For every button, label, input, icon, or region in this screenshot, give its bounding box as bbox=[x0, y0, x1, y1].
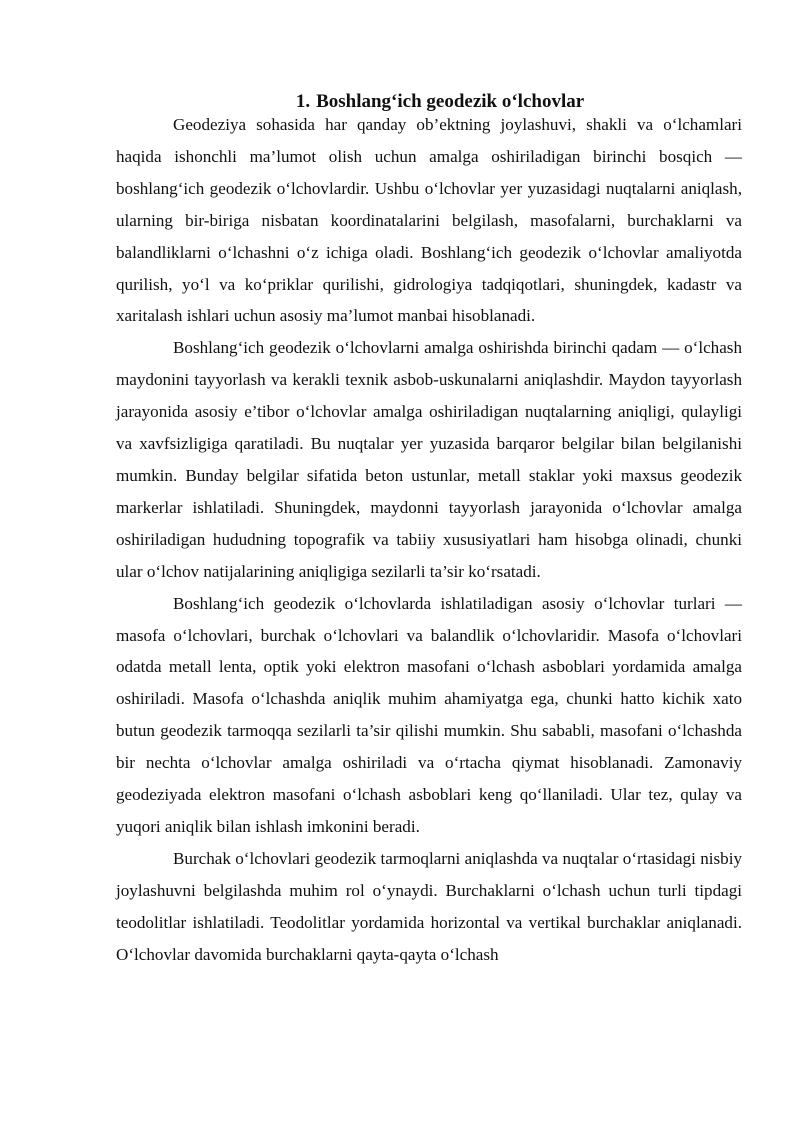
section-number: 1. bbox=[295, 90, 311, 112]
paragraph-2: Boshlang‘ich geodezik o‘lchovlarni amalga oshirishda birinchi qadam — o‘lchash maydonini tayyorlash va kerakli texnik asbob-uskunalarni aniqlashdir. Maydon tayyorlash jarayonida asosiy e’tibor o‘lchovlar amalga oshiriladigan nuqtalarning aniqligi, qulayligi va xavfsizligiga qaratiladi. Bu nuqtalar yer yuzasida barqaror belgilar bilan belgilanishi mumkin. Bunday belgilar sifatida beton ustunlar, metall staklar yoki maxsus geodezik markerlar ishlatiladi. Shuningdek, maydonni tayyorlash jarayonida o‘lchovlar amalga oshiriladigan hududning topografik va tabiiy xususiyatlari ham hisobga olinadi, chunki ular o‘lchov natijalarining aniqligiga sezilarli ta’sir ko‘rsatadi. bbox=[116, 338, 742, 581]
paragraph-1: Geodeziya sohasida har qanday ob’ektning joylashuvi, shakli va o‘lchamlari haqida ishonchli ma’lumot olish uchun amalga oshiriladigan birinchi bosqich — boshlang‘ich geodezik o‘lchovlardir. Ushbu o‘lchovlar yer yuzasidagi nuqtalarni aniqlash, ularning bir-biriga nisbatan koordinatalarini belgilash, masofalarni, burchaklarni va balandliklarni o‘lchashni o‘z ichiga oladi. Boshlang‘ich geodezik o‘lchovlar amaliyotda qurilish, yo‘l va ko‘priklar qurilishi, gidrologiya tadqiqotlari, shuningdek, kadastr va xaritalash ishlari uchun asosiy ma’lumot manbai hisoblanadi. bbox=[116, 115, 742, 326]
body-text bbox=[116, 109, 742, 970]
paragraph-4: Burchak o‘lchovlari geodezik tarmoqlarni aniqlashda va nuqtalar o‘rtasidagi nisbiy joylashuvni belgilashda muhim rol o‘ynaydi. Burchaklarni o‘lchash uchun turli tipdagi teodolitlar ishlatiladi. Teodolitlar yordamida horizontal va vertikal burchaklar aniqlanadi. O‘lchovlar davomida burchaklarni qayta-qayta o‘lchash bbox=[116, 848, 742, 964]
paragraph-3: Boshlang‘ich geodezik o‘lchovlarda ishlatiladigan asosiy o‘lchovlar turlari — masofa o‘lchovlari, burchak o‘lchovlari va balandlik o‘lchovlaridir. Masofa o‘lchovlari odatda metall lenta, optik yoki elektron masofani o‘lchash asboblari yordamida amalga oshiriladi. Masofa o‘lchashda aniqlik muhim ahamiyatga ega, chunki hatto kichik xato butun geodezik tarmoqqa sezilarli ta’sir qilishi mumkin. Shu sababli, masofani o‘lchashda bir nechta o‘lchovlar amalga oshiriladi va o‘rtacha qiymat hisoblanadi. Zamonaviy geodeziyada elektron masofani o‘lchash asboblari keng qo‘llaniladi. Ular tez, qulay va yuqori aniqlik bilan ishlash imkonini beradi. bbox=[116, 593, 742, 836]
section-title: Boshlang‘ich geodezik o‘lchovlar bbox=[316, 90, 585, 112]
